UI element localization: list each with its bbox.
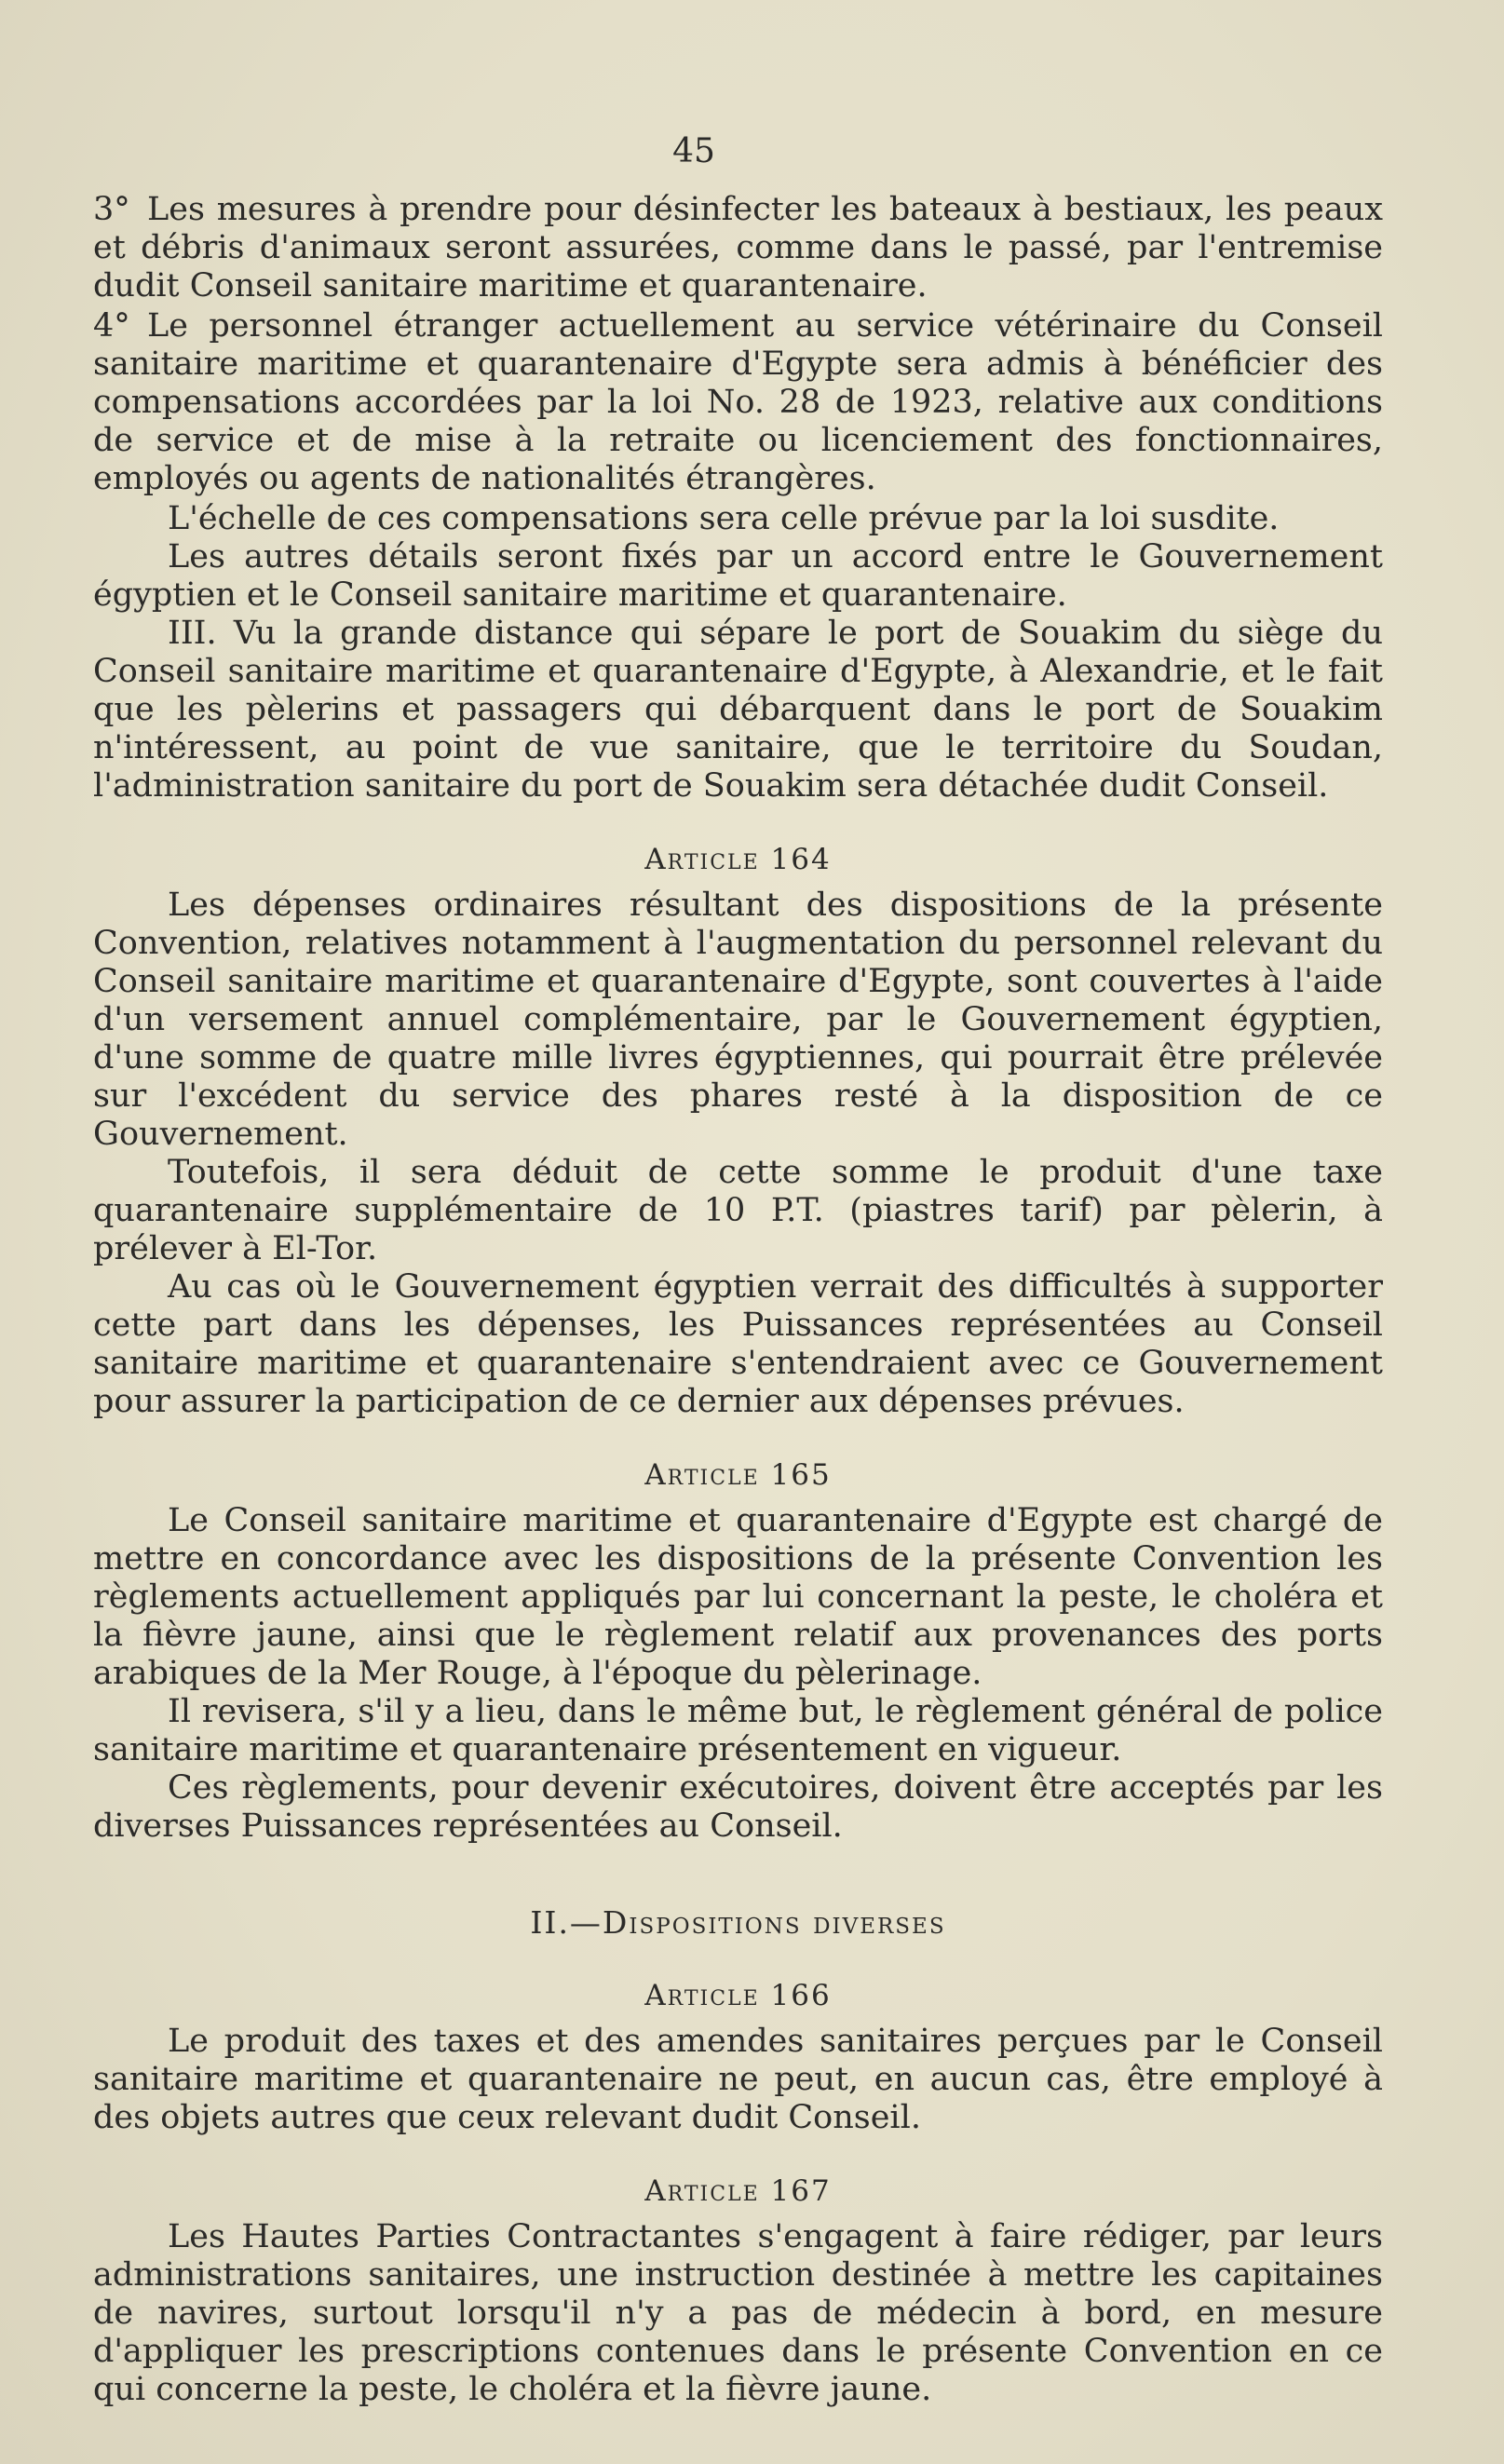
article-heading: Article 165 [644,1458,832,1492]
paragraph: Le Conseil sanitaire maritime et quarantenaire d'Egypte est chargé de mettre en concordance avec les dispositions de la présente Convention les règlements actuellement appliqués par lui concernant la peste, le choléra et la fièvre jaune, ainsi que le règlement relatif aux provenances des ports arabiques de la Mer Rouge, à l'époque du pèlerinage. [93,1502,1383,1692]
section-heading: II.—Dispositions diverses [530,1904,946,1941]
paragraph: Ces règlements, pour devenir exécutoires, doivent être acceptés par les diverses Puissances représentées au Conseil. [93,1769,1383,1845]
list-item [93,307,1383,498]
article-heading: Article 166 [644,1979,832,2012]
item-number: 3° [93,191,130,228]
paragraph: Les Hautes Parties Contractantes s'engagent à faire rédiger, par leurs administrations sanitaires, une instruction destinée à mettre les capitaines de navires, surtout lorsqu'il n'y a pas de médecin à bord, en mesure d'appliquer les prescriptions contenues dans le présente Convention en ce qui concerne la peste, le choléra et la fièvre jaune. [93,2218,1383,2408]
item-text: Le personnel étranger actuellement au service vétérinaire du Conseil sanitaire maritime et quarantenaire d'Egypte sera admis à bénéficier des compensations accordées par la loi No. 28 de 1923, relative aux conditions de service et de mise à la retraite ou licenciement des fonctionnaires, employés ou agents de nationalités étrangères. [93,307,1383,497]
paragraph: Les autres détails seront fixés par un accord entre le Gouvernement égyptien et le Conseil sanitaire maritime et quarantenaire. [93,538,1383,614]
paragraph: Toutefois, il sera déduit de cette somme le produit d'une taxe quarantenaire supplémentaire de 10 P.T. (piastres tarif) par pèlerin, à prélever à El-Tor. [93,1154,1383,1267]
paragraph: Il revisera, s'il y a lieu, dans le même but, le règlement général de police sanitaire maritime et quarantenaire présentement en vigueur. [93,1693,1383,1768]
page-number: 45 [672,132,715,170]
article-heading: Article 167 [644,2174,832,2208]
item-number: 4° [93,307,130,345]
paragraph: Au cas où le Gouvernement égyptien verrait des difficultés à supporter cette part dans les dépenses, les Puissances représentées au Conseil sanitaire maritime et quarantenaire s'entendraient avec ce Gouvernement pour assurer la participation de ce dernier aux dépenses prévues. [93,1268,1383,1420]
paragraph: Les dépenses ordinaires résultant des dispositions de la présente Convention, relatives notamment à l'augmentation du personnel relevant du Conseil sanitaire maritime et quarantenaire d'Egypte, sont couvertes à l'aide d'un versement annuel complémentaire, par le Gouvernement égyptien, d'une somme de quatre mille livres égyptiennes, qui pourrait être prélevée sur l'excédent du service des phares resté à la disposition de ce Gouvernement. [93,887,1383,1153]
paragraph: III. Vu la grande distance qui sépare le port de Souakim du siège du Conseil sanitaire maritime et quarantenaire d'Egypte, à Alexandrie, et le fait que les pèlerins et passagers qui débarquent dans le port de Souakim n'intéressent, au point de vue sanitaire, que le territoire du Soudan, l'administration sanitaire du port de Souakim sera détachée dudit Conseil. [93,615,1383,805]
paragraph: L'échelle de ces compensations sera celle prévue par la loi susdite. [168,500,1280,537]
paragraph: Le produit des taxes et des amendes sanitaires perçues par le Conseil sanitaire maritime et quarantenaire ne peut, en aucun cas, être employé à des objets autres que ceux relevant dudit Conseil. [93,2023,1383,2136]
body-text [93,191,1383,2409]
article-heading: Article 164 [644,843,832,876]
item-text: Les mesures à prendre pour désinfecter les bateaux à bestiaux, les peaux et débris d'animaux seront assurées, comme dans le passé, par l'entremise dudit Conseil sanitaire maritime et quarantenaire. [93,191,1383,305]
list-item [93,191,1383,305]
